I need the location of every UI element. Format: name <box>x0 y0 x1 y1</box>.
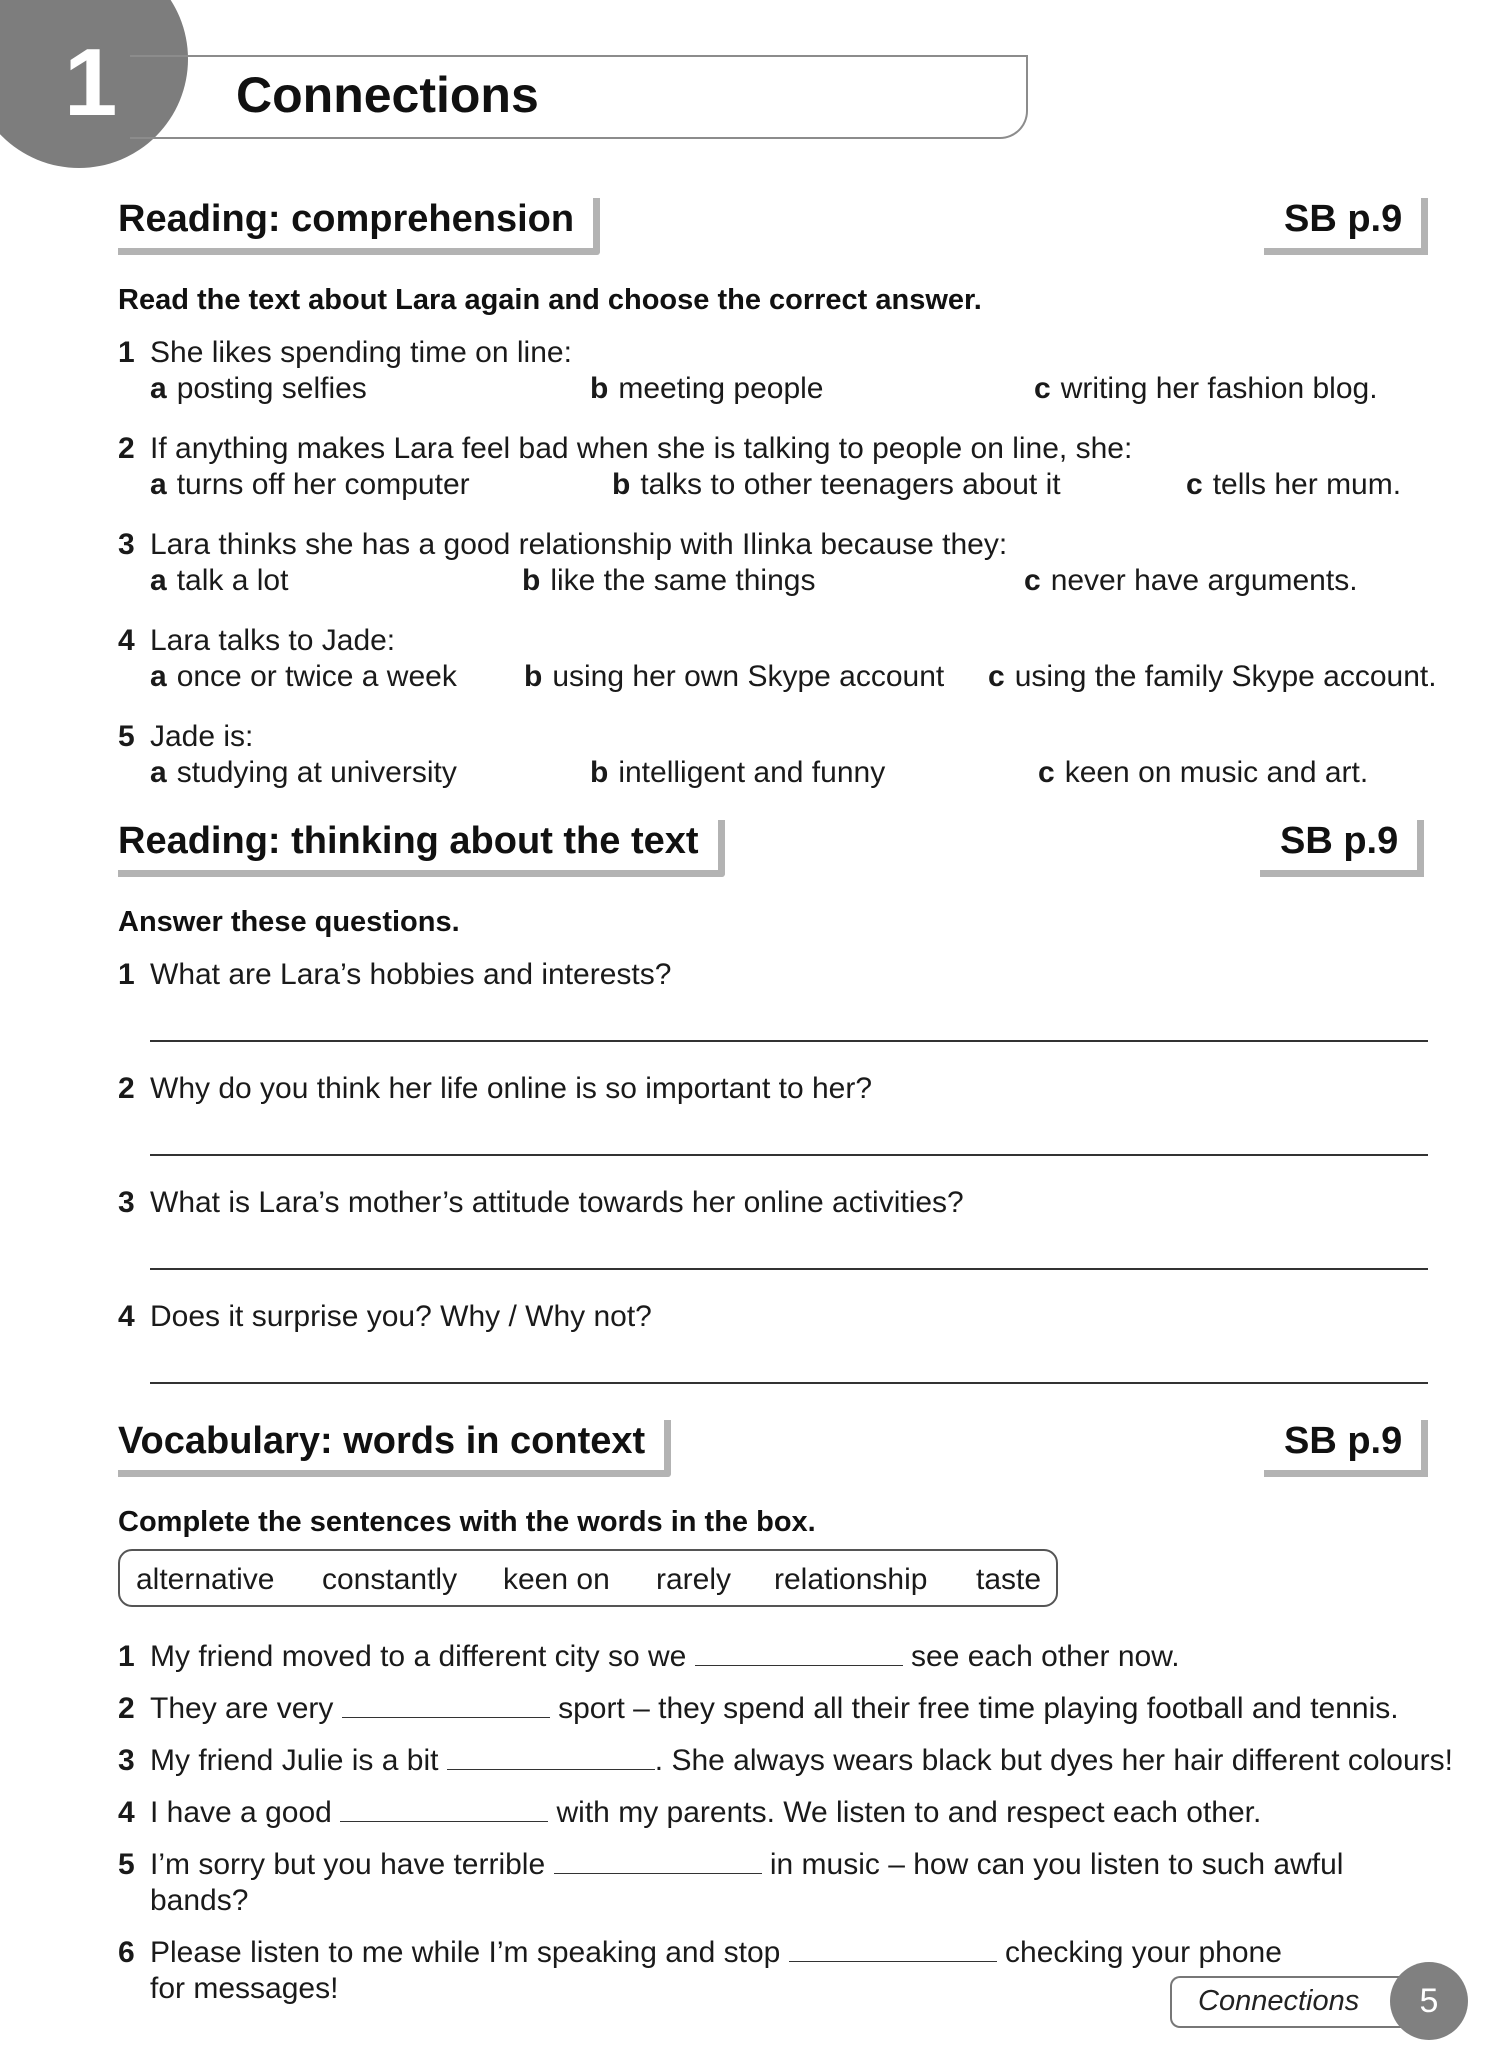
unit-title: Connections <box>236 67 539 123</box>
option-c: c writing her fashion blog. <box>1034 372 1378 405</box>
question-number: 4 <box>118 1300 135 1333</box>
answer-line[interactable] <box>150 1154 1428 1156</box>
question-text: What is Lara’s mother’s attitude towards her online activities? <box>150 1186 964 1219</box>
question-text: Lara thinks she has a good relationship with Ilinka because they: <box>150 528 1008 561</box>
sentence: My friend Julie is a bit . She always wears black but dyes her hair different colours! <box>150 1744 1453 1777</box>
option-b: b talks to other teenagers about it <box>612 468 1061 501</box>
question-number: 1 <box>118 336 135 369</box>
sentence-continuation: for messages! <box>150 1972 339 2005</box>
option-b: b meeting people <box>590 372 824 405</box>
footer-unit-name: Connections <box>1198 1985 1360 2017</box>
word-option: constantly <box>322 1563 458 1596</box>
question-text: Jade is: <box>150 720 254 753</box>
blank-field[interactable] <box>340 1799 548 1822</box>
sentence-continuation: bands? <box>150 1884 249 1917</box>
option-a: a posting selfies <box>150 372 367 405</box>
word-option: alternative <box>136 1563 275 1596</box>
question-text: She likes spending time on line: <box>150 336 572 369</box>
question-number: 5 <box>118 720 135 753</box>
instruction: Complete the sentences with the words in the box. <box>118 1506 816 1538</box>
option-b: b intelligent and funny <box>590 756 886 789</box>
word-option: keen on <box>503 1563 610 1596</box>
question-number: 2 <box>118 432 135 465</box>
section-title-reading-comprehension: Reading: comprehension <box>118 198 600 255</box>
question-text: Does it surprise you? Why / Why not? <box>150 1300 652 1333</box>
word-option: taste <box>976 1563 1042 1596</box>
word-option: rarely <box>656 1563 732 1596</box>
question-text: Why do you think her life online is so important to her? <box>150 1072 873 1105</box>
option-c: c never have arguments. <box>1024 564 1358 597</box>
option-c: c keen on music and art. <box>1038 756 1369 789</box>
sentence-number: 4 <box>118 1796 135 1829</box>
option-a: a turns off her computer <box>150 468 470 501</box>
question-number: 4 <box>118 624 135 657</box>
section-title-thinking-about-text: Reading: thinking about the text <box>118 820 725 877</box>
blank-field[interactable] <box>342 1695 550 1718</box>
question-number: 3 <box>118 1186 135 1219</box>
question-text: If anything makes Lara feel bad when she is talking to people on line, she: <box>150 432 1133 465</box>
sentence: I have a good with my parents. We listen to and respect each other. <box>150 1796 1262 1829</box>
blank-field[interactable] <box>554 1851 762 1874</box>
word-option: relationship <box>774 1563 928 1596</box>
option-b: b using her own Skype account <box>524 660 945 693</box>
sentence-number: 2 <box>118 1692 135 1725</box>
sentence-number: 1 <box>118 1640 135 1673</box>
section-title-vocabulary: Vocabulary: words in context <box>118 1420 671 1477</box>
option-b: b like the same things <box>522 564 816 597</box>
sentence-number: 5 <box>118 1848 135 1881</box>
option-c: c tells her mum. <box>1186 468 1402 501</box>
question-number: 1 <box>118 958 135 991</box>
sb-page-ref: SB p.9 <box>1260 820 1424 877</box>
blank-field[interactable] <box>447 1747 655 1770</box>
blank-field[interactable] <box>789 1939 997 1962</box>
answer-line[interactable] <box>150 1382 1428 1384</box>
option-a: a once or twice a week <box>150 660 457 693</box>
instruction: Read the text about Lara again and choose the correct answer. <box>118 284 982 316</box>
sentence-number: 6 <box>118 1936 135 1969</box>
page-number: 5 <box>1419 1982 1439 2020</box>
sentence: I’m sorry but you have terrible in music – how can you listen to such awful <box>150 1848 1344 1881</box>
answer-line[interactable] <box>150 1268 1428 1270</box>
question-text: Lara talks to Jade: <box>150 624 396 657</box>
option-a: a talk a lot <box>150 564 289 597</box>
unit-number: 1 <box>64 29 118 136</box>
option-a: a studying at university <box>150 756 457 789</box>
sentence: They are very sport – they spend all their free time playing football and tennis. <box>150 1692 1399 1725</box>
option-c: c using the family Skype account. <box>988 660 1437 693</box>
question-number: 3 <box>118 528 135 561</box>
question-number: 2 <box>118 1072 135 1105</box>
answer-line[interactable] <box>150 1040 1428 1042</box>
sentence-number: 3 <box>118 1744 135 1777</box>
instruction: Answer these questions. <box>118 906 460 938</box>
blank-field[interactable] <box>695 1643 903 1666</box>
sentence: My friend moved to a different city so we see each other now. <box>150 1640 1180 1673</box>
sentence: Please listen to me while I’m speaking and stop checking your phone <box>150 1936 1282 1969</box>
question-text: What are Lara’s hobbies and interests? <box>150 958 672 991</box>
sb-page-ref: SB p.9 <box>1264 198 1428 255</box>
sb-page-ref: SB p.9 <box>1264 1420 1428 1477</box>
